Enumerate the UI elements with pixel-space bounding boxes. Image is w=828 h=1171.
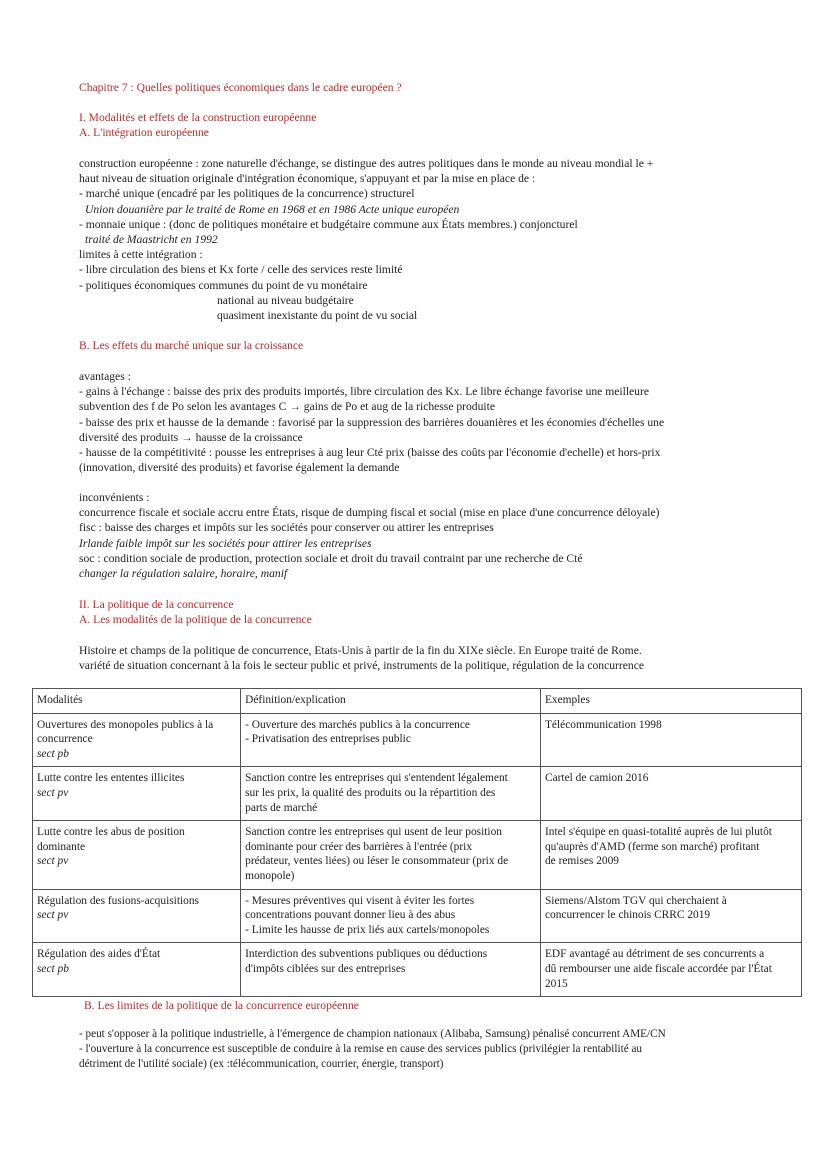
part2-heading <box>79 597 800 627</box>
table-row <box>33 821 802 889</box>
header-definition: Définition/explication <box>241 689 541 714</box>
part1-b-drawbacks: inconvénients : concurrence fiscale et sociale accru entre États, risque de dumping fiscal et social (mise en place d'une concurrence déloyale) fisc : baisse des charges et impôts sur les sociétés pour conserver ou attirer les entreprises Irlande faible impôt sur les sociétés pour attirer les entreprises soc : condition sociale de production, protection sociale et droit du travail contraint par une recherche de Cté changer la régulation salaire, horaire, manif <box>79 491 660 581</box>
cell-modalite: Ouvertures des monopoles publics à la concurrence sect pb <box>33 713 241 767</box>
competition-policy-table <box>32 688 802 997</box>
cell-definition: Sanction contre les entreprises qui usent de leur position dominante pour créer des barrières à l'entrée (prix prédateur, ventes liées) ou léser le consommateur (prix de monopole) <box>241 821 541 889</box>
part1-heading <box>79 110 800 140</box>
table-header-row <box>33 689 802 714</box>
part2-title: II. La politique de la concurrence <box>79 598 234 611</box>
chapter-title: Chapitre 7 : Quelles politiques économiques dans le cadre européen ? <box>79 81 402 94</box>
table-row <box>33 943 802 997</box>
cell-exemple: Intel s'équipe en quasi-totalité auprès de lui plutôt qu'auprès d'AMD (ferme son marché) profitant de remises 2009 <box>540 821 801 889</box>
part2-a-body: Histoire et champs de la politique de concurrence, Etats-Unis à partir de la fin du XIXe siècle. En Europe traité de Rome. variété de situation concernant à la fois le secteur public et privé, instruments de la politique, régulation de la concurrence <box>79 644 644 673</box>
part2-b-title: B. Les limites de la politique de la concurrence européenne <box>84 999 359 1012</box>
cell-exemple: EDF avantagé au détriment de ses concurrents a dû rembourser une aide fiscale accordée par l'État 2015 <box>540 943 801 997</box>
cell-definition: - Ouverture des marchés publics à la concurrence - Privatisation des entreprises public <box>241 713 541 767</box>
part1-title: I. Modalités et effets de la construction européenne <box>79 111 317 124</box>
table-row <box>33 889 802 943</box>
cell-exemple: Siemens/Alstom TGV qui cherchaient à concurrencer le chinois CRRC 2019 <box>540 889 801 943</box>
table-row <box>33 713 802 767</box>
cell-modalite: Lutte contre les ententes illicites sect pv <box>33 767 241 821</box>
cell-modalite: Régulation des fusions-acquisitions sect pv <box>33 889 241 943</box>
header-modalites: Modalités <box>33 689 241 714</box>
cell-exemple: Télécommunication 1998 <box>540 713 801 767</box>
cell-definition: Interdiction des subventions publiques ou déductions d'impôts ciblées sur des entreprises <box>241 943 541 997</box>
cell-modalite: Régulation des aides d'État sect pb <box>33 943 241 997</box>
cell-modalite: Lutte contre les abus de position dominante sect pv <box>33 821 241 889</box>
part2-a-title: A. Les modalités de la politique de la concurrence <box>79 613 312 627</box>
part1-b-title: B. Les effets du marché unique sur la croissance <box>79 339 304 352</box>
cell-definition: - Mesures préventives qui visent à éviter les fortes concentrations pouvant donner lieu à des abus - Limite les hausse de prix liés aux cartels/monopoles <box>241 889 541 943</box>
table-row <box>33 767 802 821</box>
header-exemples: Exemples <box>540 689 801 714</box>
cell-definition: Sanction contre les entreprises qui s'entendent légalement sur les prix, la qualité des produits ou la répartition des parts de marché <box>241 767 541 821</box>
cell-exemple: Cartel de camion 2016 <box>540 767 801 821</box>
part1-b-advantages: avantages : - gains à l'échange : baisse des prix des produits importés, libre circulation des Kx. Le libre échange favorise une meilleure subvention des f de Po selon les avantages C → gains de Po et aug de la richesse produite - baisse des prix et hausse de la demande : favorisé par la suppression des barrières douanières et les économies d'échelles une diversité des produits → hausse de la croissance - hausse de la compétitivité : pousse les entreprises à aug leur Cté prix (baisse des coûts par l'économie d'echelle) et hors-prix (innovation, diversité des produits) et favorise également la demande <box>79 370 665 475</box>
part1-a-body: construction européenne : zone naturelle d'échange, se distingue des autres politiques dans le monde au niveau mondial le + haut niveau de situation originale d'intégration économique, s'appuyant et par la mise en place de : - marché unique (encadré par les politiques de la concurrence) structurel Union douanière par le traité de Rome en 1968 et en 1986 Acte unique européen - monnaie unique : (donc de politiques monétaire et budgétaire commune aux États membres.) conjoncturel traité de Maastricht en 1992 limites à cette intégration : - libre circulation des biens et Kx forte / celle des services reste limité - politiques économiques communes du point de vu monétaire national au niveau budgétaire quasiment inexistante du point de vu social <box>79 157 654 323</box>
part2-b-body: - peut s'opposer à la politique industrielle, à l'émergence de champion nationaux (Alibaba, Samsung) pénalisé concurrent AME/CN - l'ouverture à la concurrence est susceptible de conduire à la remise en cause des services publics (privilégier la rentabilité au détriment de l'utilité sociale) (ex :télécommunication, courrier, énergie, transport) <box>79 1028 666 1070</box>
part1-a-title: A. L'intégration européenne <box>79 126 209 140</box>
